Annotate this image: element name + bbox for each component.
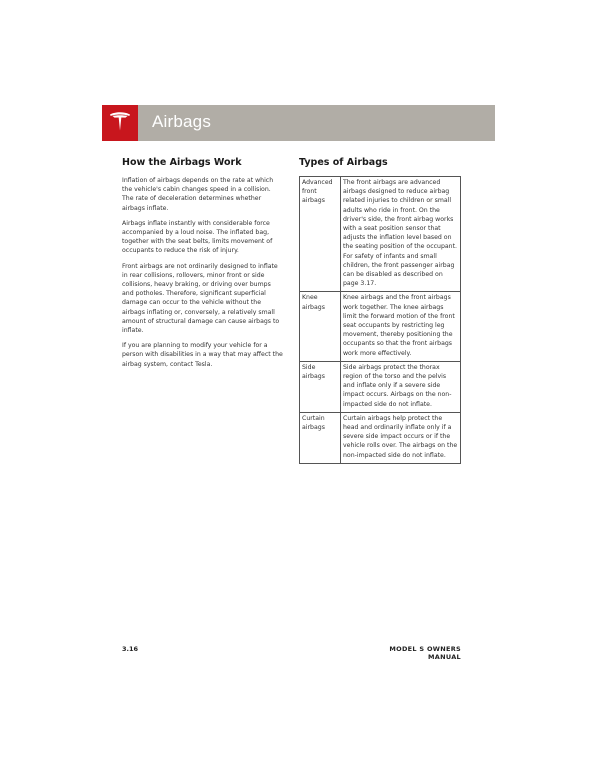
how-airbags-work-section xyxy=(122,157,284,375)
body-paragraph: If you are planning to modify your vehicle for a person with disabilities in a way that may affect the airbag system, contact Tesla. xyxy=(122,342,283,368)
airbag-type-cell: Side airbags xyxy=(300,361,341,412)
logo-badge xyxy=(102,105,138,141)
manual-title: MODEL S OWNERS MANUAL xyxy=(389,645,461,661)
airbag-type-cell: Curtain airbags xyxy=(300,412,341,463)
airbag-type-cell: Knee airbags xyxy=(300,292,341,361)
table-row xyxy=(300,292,461,361)
table-row xyxy=(300,177,461,292)
section-title: Airbags xyxy=(152,112,212,131)
table-row xyxy=(300,361,461,412)
types-of-airbags-section xyxy=(299,157,461,464)
airbag-description-cell: Side airbags protect the thorax region of the torso and the pelvis and inflate only if a severe side impact occurs. Airbags on the non-impacted side do not inflate. xyxy=(341,361,461,412)
airbag-description-cell: The front airbags are advanced airbags designed to reduce airbag related injuries to children or small adults who ride in front. On the driver's side, the front airbag works with a seat position sensor that adjusts the inflation level based on the seating position of the occupant. For safety of infants and small children, the front passenger airbag can be disabled as described on page 3.17. xyxy=(341,177,461,292)
page-number: 3.16 xyxy=(122,645,139,653)
body-paragraph: Front airbags are not ordinarily designed to inflate in rear collisions, rollovers, minor front or side collisions, heavy braking, or driving over bumps and potholes. Therefore, significant superficial damage can occur to the vehicle without the airbags inflating or, conversely, a relatively small amount of structural damage can cause airbags to inflate. xyxy=(122,262,280,335)
airbag-types-table xyxy=(299,176,461,464)
airbag-type-cell: Advanced front airbags xyxy=(300,177,341,292)
airbag-description-cell: Curtain airbags help protect the head and ordinarily inflate only if a severe side impact occurs or if the vehicle rolls over. The airbags on the non-impacted side do not inflate. xyxy=(341,412,461,463)
airbag-description-cell: Knee airbags and the front airbags work together. The knee airbags limit the forward motion of the front seat occupants by restricting leg movement, thereby positioning the occupants so that the front airbags work more effectively. xyxy=(341,292,461,361)
table-row xyxy=(300,412,461,463)
section-header xyxy=(102,105,495,141)
tesla-logo-icon xyxy=(108,109,132,137)
body-paragraph: Airbags inflate instantly with considerable force accompanied by a loud noise. The inflated bag, together with the seat belts, limits movement of occupants to reduce the risk of injury. xyxy=(122,219,273,255)
body-paragraph: Inflation of airbags depends on the rate at which the vehicle's cabin changes speed in a collision. The rate of deceleration determines whether airbags inflate. xyxy=(122,177,274,212)
how-airbags-work-heading: How the Airbags Work xyxy=(122,157,242,168)
types-of-airbags-heading: Types of Airbags xyxy=(299,157,388,168)
